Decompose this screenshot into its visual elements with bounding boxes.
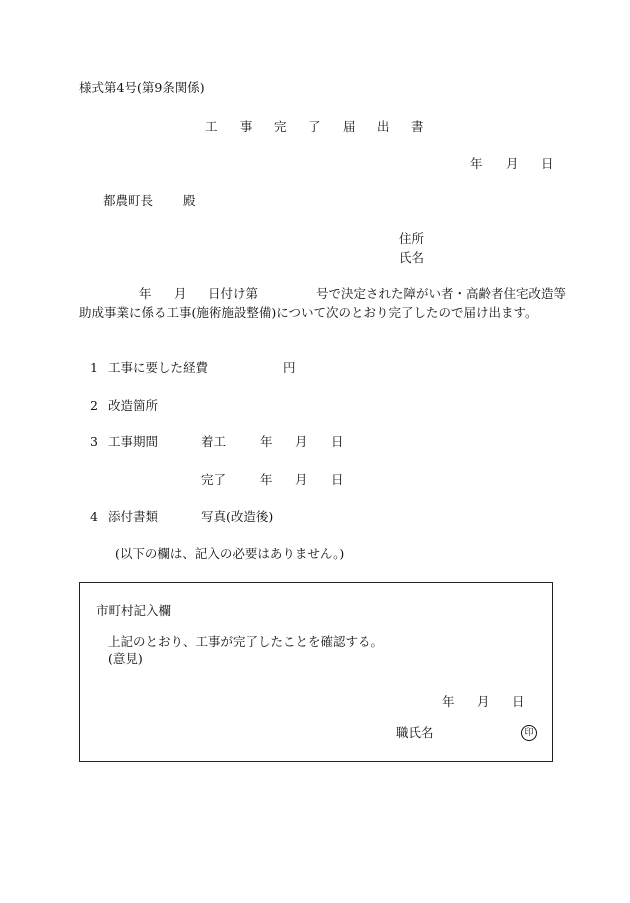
- note-text: (以下の欄は、記入の必要はありません。): [115, 546, 345, 561]
- title-char: 届: [343, 119, 356, 134]
- form-number: 様式第4号(第9条関係): [79, 80, 205, 95]
- item-attachments-value: 写真(改造後): [201, 509, 274, 524]
- title-char: 出: [377, 119, 390, 134]
- seal-icon: 印: [521, 725, 537, 741]
- body-day-no: 日付け第: [208, 286, 259, 301]
- addressee-name: 都農町長: [103, 193, 154, 208]
- item-number: 4: [90, 509, 98, 524]
- title-char: 書: [411, 119, 424, 134]
- address-label: 住所: [399, 231, 425, 246]
- period-end-month: 月: [295, 472, 308, 487]
- item-number: 3: [90, 434, 98, 449]
- confirm-month: 月: [477, 694, 490, 709]
- period-end-year: 年: [260, 472, 273, 487]
- confirm-day: 日: [512, 694, 525, 709]
- period-start-day: 日: [331, 434, 344, 449]
- item-period-label: 工事期間: [108, 434, 159, 449]
- period-start-year: 年: [260, 434, 273, 449]
- period-start-month: 月: [295, 434, 308, 449]
- body-line2: 助成事業に係る工事(施術施設整備)について次のとおり完了したので届け出ます。: [79, 305, 538, 320]
- official-label: 職氏名: [396, 725, 434, 740]
- item-cost-unit: 円: [283, 360, 296, 375]
- item-cost-label: 工事に要した経費: [108, 360, 209, 375]
- item-attachments-label: 添付書類: [108, 509, 159, 524]
- name-label: 氏名: [399, 250, 425, 265]
- date-day-label: 日: [541, 156, 554, 171]
- opinion-label: (意見): [108, 651, 143, 666]
- confirm-year: 年: [442, 694, 455, 709]
- title-char: 工: [205, 119, 218, 134]
- body-year: 年: [139, 286, 152, 301]
- item-number: 2: [90, 398, 98, 413]
- body-month: 月: [174, 286, 187, 301]
- title-char: 了: [308, 119, 321, 134]
- addressee-honorific: 殿: [183, 193, 196, 208]
- title-char: 事: [240, 119, 253, 134]
- item-location-label: 改造箇所: [108, 398, 159, 413]
- municipal-box-heading: 市町村記入欄: [96, 603, 172, 618]
- period-end-day: 日: [331, 472, 344, 487]
- body-line1-rest: 号で決定された障がい者・高齢者住宅改造等: [316, 286, 567, 301]
- period-start-label: 着工: [201, 434, 227, 449]
- date-year-label: 年: [470, 156, 483, 171]
- title-char: 完: [274, 119, 287, 134]
- item-number: 1: [90, 360, 98, 375]
- confirm-text: 上記のとおり、工事が完了したことを確認する。: [108, 634, 384, 649]
- date-month-label: 月: [506, 156, 519, 171]
- period-end-label: 完了: [201, 472, 227, 487]
